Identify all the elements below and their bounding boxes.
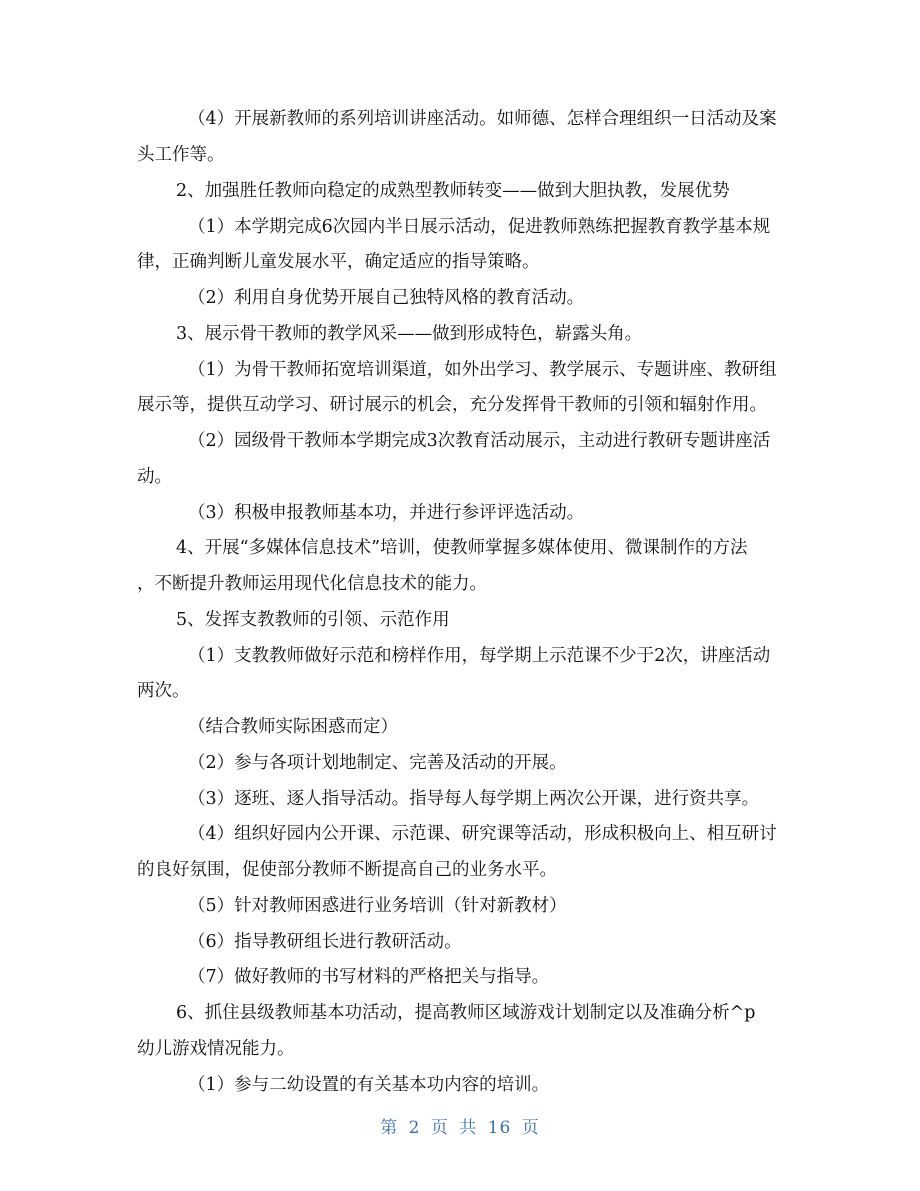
paragraph-line: 两次。 [137,681,190,701]
paragraph-line: （4）组织好园内公开课、示范课、研究课等活动，形成积极向上、相互研讨 [188,824,777,844]
paragraph-line: （1）支教教师做好示范和榜样作用，每学期上示范课不少于2次，讲座活动 [188,646,771,666]
paragraph-line: 4、开展“多媒体信息技术”培训，使教师掌握多媒体使用、微课制作的方法 [176,538,748,558]
paragraph-line: （1）为骨干教师拓宽培训渠道，如外出学习、教学展示、专题讲座、教研组 [188,360,777,380]
paragraph-line: 5、发挥支教教师的引领、示范作用 [176,610,450,630]
paragraph-line: （3）积极申报教师基本功，并进行参评评选活动。 [188,503,585,523]
paragraph-line: （6）指导教研组长进行教研活动。 [188,932,462,952]
paragraph-line: 2、加强胜任教师向稳定的成熟型教师转变——做到大胆执教，发展优势 [176,181,730,201]
paragraph-line: 3、展示骨干教师的教学风采——做到形成特色，崭露头角。 [176,324,643,344]
paragraph-line: 展示等，提供互动学习、研讨展示的机会，充分发挥骨干教师的引领和辐射作用。 [137,395,767,415]
paragraph-line: （2）利用自身优势开展自己独特风格的教育活动。 [188,288,585,308]
paragraph-line: 律，正确判断儿童发展水平，确定适应的指导策略。 [137,252,540,272]
paragraph-line: 6、抓住县级教师基本功活动，提高教师区域游戏计划制定以及准确分析^p [176,1003,756,1023]
paragraph-line: （1）本学期完成6次园内半日展示活动，促进教师熟练把握教育教学基本规 [188,217,771,237]
page-number-footer: 第 2 页 共 16 页 [380,1118,540,1138]
paragraph-line: 幼儿游戏情况能力。 [137,1039,295,1059]
paragraph-line: （结合教师实际困惑而定） [188,717,398,737]
paragraph-line: ，不断提升教师运用现代化信息技术的能力。 [137,574,487,594]
paragraph-line: （4）开展新教师的系列培训讲座活动。如师德、怎样合理组织一日活动及案 [188,109,777,129]
paragraph-line: （2）参与各项计划地制定、完善及活动的开展。 [188,753,567,773]
paragraph-line: （7）做好教师的书写材料的严格把关与指导。 [188,967,550,987]
paragraph-line: （5）针对教师困惑进行业务培训（针对新教材） [188,896,567,916]
paragraph-line: 头工作等。 [137,145,225,165]
paragraph-line: （1）参与二幼设置的有关基本功内容的培训。 [188,1075,550,1095]
paragraph-line: （2）园级骨干教师本学期完成3次教育活动展示，主动进行教研专题讲座活 [188,431,771,451]
paragraph-line: 的良好氛围，促使部分教师不断提高自己的业务水平。 [137,860,557,880]
paragraph-line: （3）逐班、逐人指导活动。指导每人每学期上两次公开课，进行资共享。 [188,789,760,809]
paragraph-line: 动。 [137,467,172,487]
